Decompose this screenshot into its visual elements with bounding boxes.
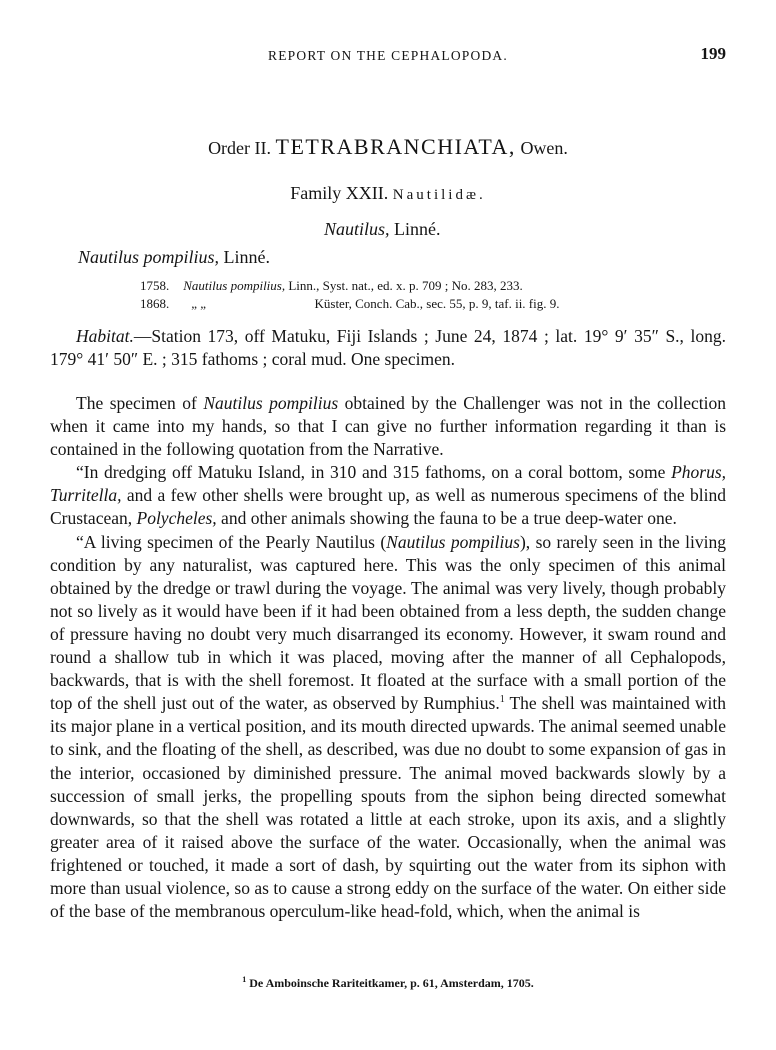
species-heading — [78, 247, 270, 268]
genus-heading — [324, 219, 441, 240]
habitat-text: —Station 173, off Matuku, Fiji Islands ; June 24, 1874 ; lat. 19° 9′ 35″ S., long. 179° 41′ 50″ E. ; 315 fathoms ; coral mud. One specimen. — [50, 326, 726, 369]
text-run: The shell was maintained with its major plane in a vertical position, and its mouth directed upwards. The animal seemed unable to sink, and the floating of the shell, as described, was due no doubt to some expansion of gas in the interior, occasioned by diminished pressure. The animal moved backwards slowly by a succession of small jerks, the propelling spouts from the siphon being directed somewhat downwards, so that the shell was rotated a little at each stroke, upon its axis, and a slightly greater area of it raised above the surface of the water. Occasionally, when the animal was frightened or touched, it made a sort of dash, by squirting out the water from its siphon with more than usual violence, so as to cause a strong eddy on the surface of the water. On either side of the base of the membranous operculum-like head-fold, which, when the animal is — [50, 693, 726, 922]
footnote — [0, 975, 776, 991]
text-run: and a few other shells were brought up, as well as numerous specimens of the blind Crustacean, — [50, 485, 726, 529]
italic-run: Nautilus pompilius — [203, 393, 339, 413]
text-run: obtained by the Challenger was not in the collection when it came into my hands, so that I can give no further information regarding it than is contained in the following quotation from the Narrative. — [50, 393, 727, 460]
body-text — [50, 392, 726, 923]
reference-entry — [140, 277, 560, 295]
reference-taxon: Nautilus pompilius, — [183, 278, 286, 293]
habitat-label: Habitat. — [76, 326, 134, 346]
genus-author: Linné. — [394, 219, 441, 239]
habitat-paragraph — [50, 325, 726, 371]
italic-run: Phorus, Turritella, — [50, 462, 726, 506]
page-number: 199 — [700, 44, 726, 63]
family-prefix: Family XXII. — [290, 183, 389, 203]
text-run: ), so rarely seen in the living condition by any naturalist, was captured here. This was the only specimen of this animal obtained by the dredge or trawl during the voyage. The animal was very lively, though probably not so lively as it would have been if it had been obtained from a less depth, the sudden change of pressure having no doubt very much disarranged its economy. However, it swam round and round a shallow tub in which it was placed, moving after the manner of all Cephalopods, backwards, that is with the shell foremost. It floated at the surface with a small portion of the top of the shell just out of the water, as observed by Rumphius. — [50, 531, 726, 714]
text-run: “In dredging off Matuku Island, in 310 and 315 fathoms, on a coral bottom, some — [76, 462, 672, 483]
footnote-marker: 1 — [242, 975, 247, 984]
family-heading — [0, 183, 776, 204]
species-name: Nautilus pompilius, — [78, 247, 220, 267]
order-name: TETRABRANCHIATA, — [275, 134, 516, 159]
italic-run: Nautilus pompilius — [386, 531, 520, 552]
order-prefix: Order II. — [208, 138, 272, 158]
italic-run: Polycheles, — [136, 508, 217, 529]
paragraph-2 — [50, 461, 726, 530]
reference-citation: Küster, Conch. Cab., sec. 55, p. 9, taf. ii. fig. 9. — [314, 296, 560, 311]
paragraph-1 — [50, 392, 726, 461]
reference-year: 1758. — [140, 278, 170, 293]
page-header — [50, 44, 726, 68]
footnote-text: De Amboinsche Rariteitkamer, p. 61, Amsterdam, 1705. — [246, 976, 534, 990]
reference-citation: Linn., Syst. nat., ed. x. p. 709 ; No. 283, 233. — [288, 278, 523, 293]
running-head: REPORT ON THE CEPHALOPODA. — [268, 48, 508, 63]
footnote-reference: 1 — [499, 694, 505, 706]
paragraph-3 — [50, 531, 726, 924]
reference-ditto: „ „ — [191, 296, 207, 311]
text-run: and other animals showing the fauna to be a true deep-water one. — [216, 508, 677, 529]
text-run: “A living specimen of the Pearly Nautilus ( — [76, 531, 387, 552]
order-author: Owen. — [520, 138, 568, 158]
text-run: The specimen of — [76, 393, 204, 413]
reference-year: 1868. — [140, 296, 170, 311]
order-heading — [0, 134, 776, 160]
family-name: Nautilidæ. — [392, 187, 486, 203]
genus-name: Nautilus, — [324, 219, 390, 239]
species-author: Linné. — [223, 247, 271, 267]
reference-entry — [140, 295, 560, 313]
synonymy-references — [140, 277, 560, 313]
